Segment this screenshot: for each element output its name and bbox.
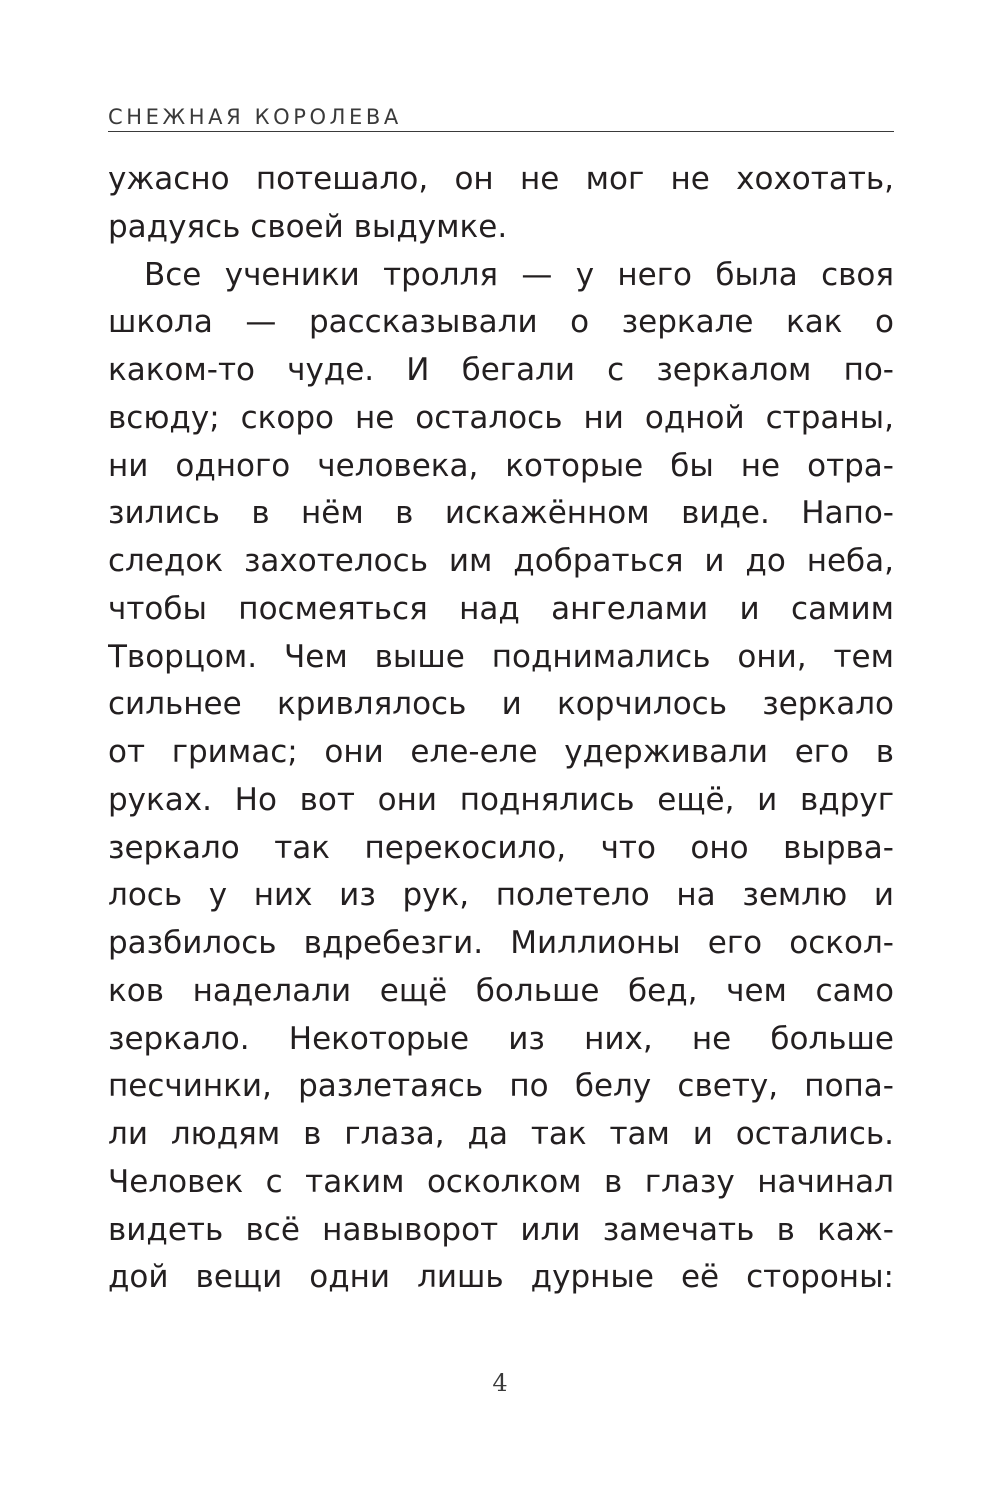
text-line: от гримас; они еле-еле удерживали его в (108, 734, 894, 770)
text-line: зились в нём в искажённом виде. Напо- (108, 495, 894, 532)
text-line: лось у них из рук, полетело на землю и (108, 877, 894, 914)
text-line: Творцом. Чем выше поднимались они, тем (108, 638, 894, 675)
text-line: всюду; скоро не осталось ни одной страны, (108, 399, 894, 436)
text-line: Все ученики тролля — у него была своя (144, 256, 894, 293)
text-line: Человек с таким осколком в глазу начинал (108, 1163, 894, 1200)
text-line: чтобы посмеяться над ангелами и самим (108, 590, 894, 627)
text-line: видеть всё навыворот или замечать в каж- (108, 1211, 894, 1248)
text-line: ли людям в глаза, да так там и остались. (108, 1116, 894, 1152)
text-line: руках. Но вот они поднялись ещё, и вдруг (108, 781, 894, 818)
body-text (108, 156, 894, 1302)
text-line: школа — рассказывали о зеркале как о (108, 304, 894, 341)
text-line: ужасно потешало, он не мог не хохотать, (108, 161, 894, 197)
running-head: СНЕЖНАЯ КОРОЛЕВА (108, 105, 402, 129)
page-number: 4 (492, 1369, 508, 1397)
text-line: песчинки, разлетаясь по белу свету, попа- (108, 1068, 894, 1105)
text-line: ни одного человека, которые бы не отра- (108, 447, 894, 484)
text-line: радуясь своей выдумке. (108, 208, 508, 245)
header-rule (108, 131, 894, 132)
text-line: зеркало. Некоторые из них, не больше (108, 1020, 894, 1057)
text-line: ков наделали ещё больше бед, чем само (108, 972, 894, 1009)
text-line: разбилось вдребезги. Миллионы его оскол- (108, 925, 894, 961)
text-line: следок захотелось им добраться и до неба, (108, 543, 894, 579)
text-line: сильнее кривлялось и корчилось зеркало (108, 686, 894, 723)
text-line: дой вещи одни лишь дурные её стороны: (108, 1259, 894, 1296)
text-line: зеркало так перекосило, что оно вырва- (108, 829, 894, 866)
text-line: каком-то чуде. И бегали с зеркалом по- (108, 352, 894, 388)
